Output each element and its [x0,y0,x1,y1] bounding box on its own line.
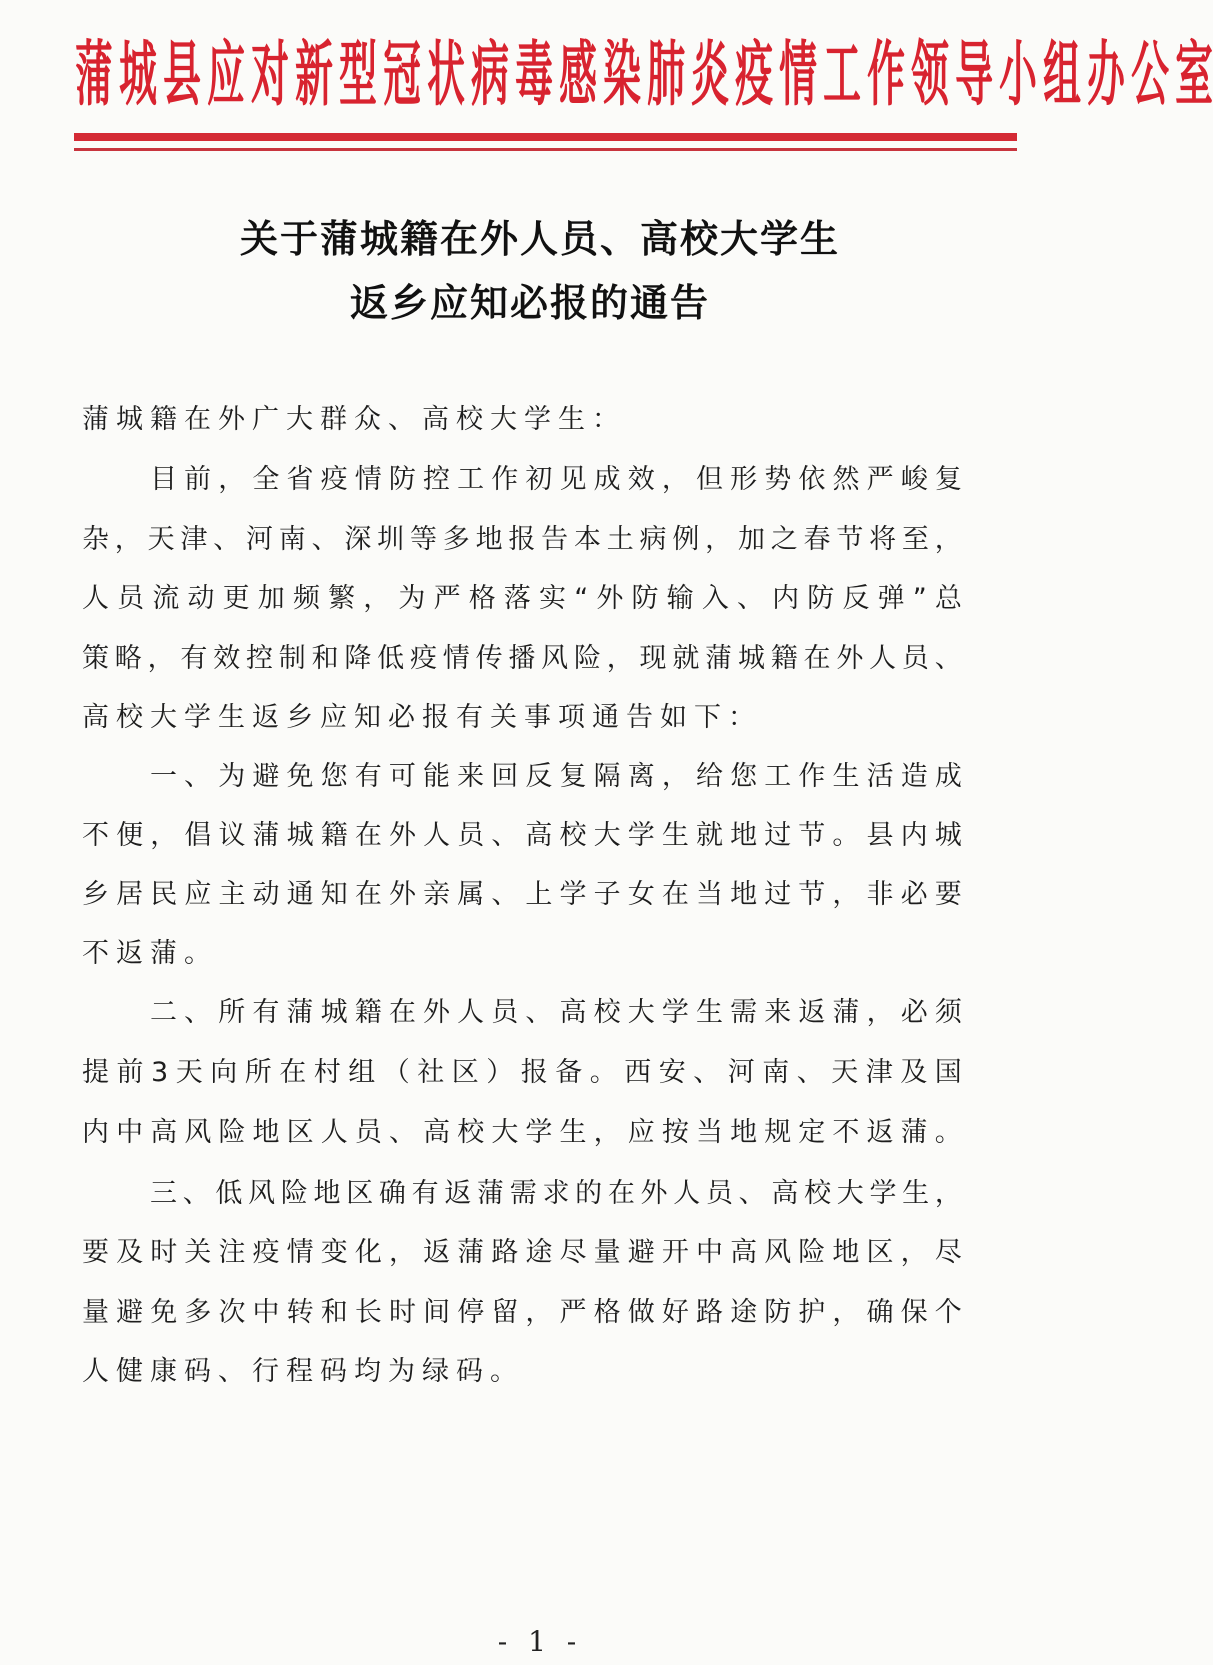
paragraph-line: 乡 居 民 应 主 动 通 知 在 外 亲 属 、 上 学 子 女 在 当 地 过 节 ， 非 必 要 [82,879,962,910]
paragraph-line: 高校大学生返乡应知必报有关事项通告如下： [82,702,762,733]
paragraph-line: 人健康码、行程码均为绿码。 [82,1356,524,1387]
document-title-line-1: 关于蒲城籍在外人员、高校大学生 [239,216,840,261]
page-number: - 1 - [497,1625,583,1658]
paragraph-line: 二 、 所 有 蒲 城 籍 在 外 人 员 、 高 校 大 学 生 需 来 返 蒲 ， 必 须 [150,997,962,1028]
paragraph-line: 目 前 ， 全 省 疫 情 防 控 工 作 初 见 成 效 ， 但 形 势 依 然 严 峻 复 [150,464,962,495]
paragraph-line: 杂 ， 天 津 、 河 南 、 深 圳 等 多 地 报 告 本 土 病 例 ， 加 之 春 节 将 至 ， [82,524,962,555]
paragraph-line: 量 避 免 多 次 中 转 和 长 时 间 停 留 ， 严 格 做 好 路 途 防 护 ， 确 保 个 [82,1297,962,1328]
document-title-line-2: 返乡应知必报的通告 [349,280,710,325]
salutation: 蒲城籍在外广大群众、高校大学生： [82,404,626,435]
paragraph-line: 策 略 ， 有 效 控 制 和 降 低 疫 情 传 播 风 险 ， 现 就 蒲 城 籍 在 外 人 员 、 [82,643,962,674]
letterhead-org-name: 蒲 城 县 应 对 新 型 冠 状 病 毒 感 染 肺 炎 疫 情 工 作 领 导 小 组 办 公 室 [75,34,1213,117]
paragraph-line: 三 、 低 风 险 地 区 确 有 返 蒲 需 求 的 在 外 人 员 、 高 校 大 学 生 ， [150,1178,962,1209]
paragraph-line: 不返蒲。 [82,938,218,969]
paragraph-line: 人 员 流 动 更 加 频 繁 ， 为 严 格 落 实 “ 外 防 输 入 、 内 防 反 弹 ” 总 [82,583,962,614]
paragraph-line: 不 便 ， 倡 议 蒲 城 籍 在 外 人 员 、 高 校 大 学 生 就 地 过 节 。 县 内 城 [82,820,962,851]
paragraph-line: 要 及 时 关 注 疫 情 变 化 ， 返 蒲 路 途 尽 量 避 开 中 高 风 险 地 区 ， 尽 [82,1237,962,1268]
paragraph-line: 一 、 为 避 免 您 有 可 能 来 回 反 复 隔 离 ， 给 您 工 作 生 活 造 成 [150,761,962,792]
letterhead-rule-thick [74,133,1017,141]
letterhead-rule-thin [74,148,1017,151]
paragraph-line: 内 中 高 风 险 地 区 人 员 、 高 校 大 学 生 ， 应 按 当 地 规 定 不 返 蒲 。 [82,1117,962,1148]
paragraph-line: 提 前 3 天 向 所 在 村 组 （ 社 区 ） 报 备 。 西 安 、 河 南 、 天 津 及 国 [82,1057,962,1088]
